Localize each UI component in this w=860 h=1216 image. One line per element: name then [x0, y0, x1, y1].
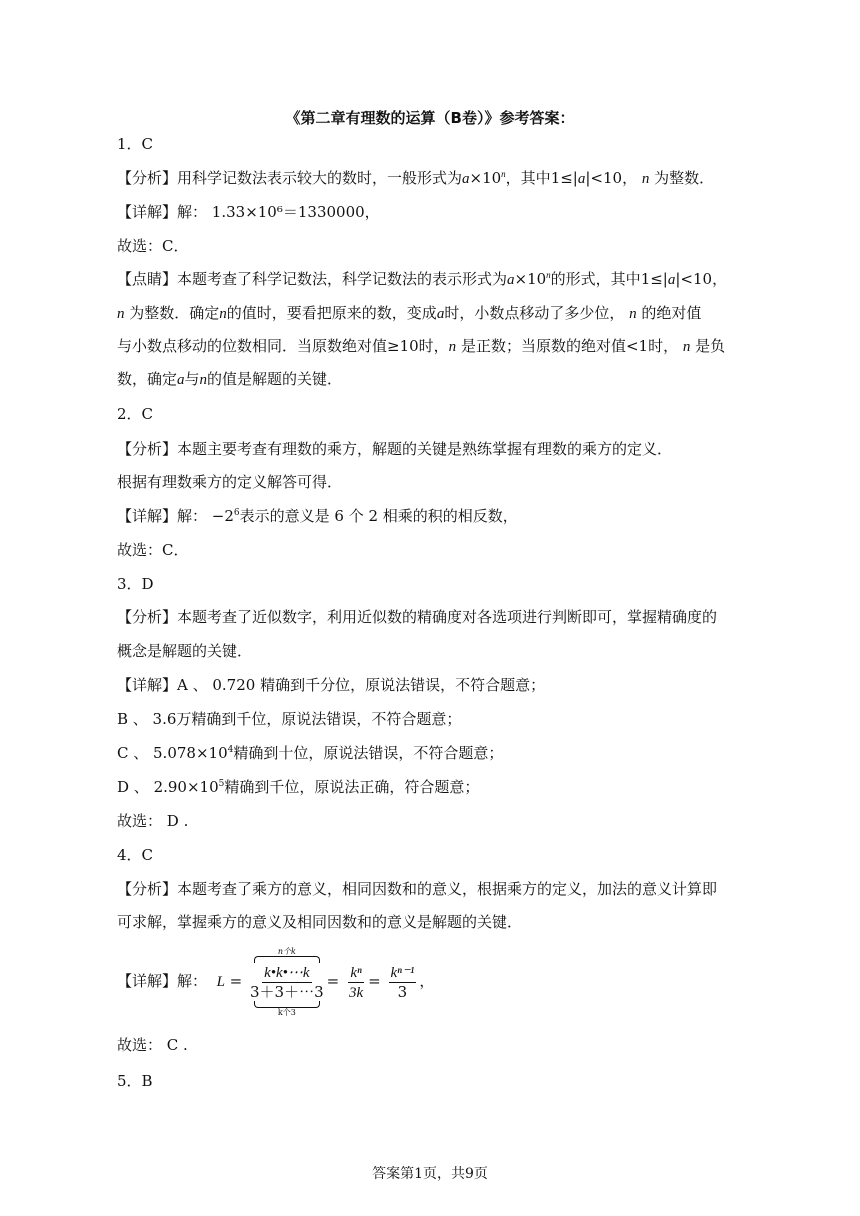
q4-number: 4．C [117, 846, 154, 864]
q3-detail-b: B 、 3.6万精确到千位，原说法错误，不符合题意； [117, 710, 462, 728]
fraction-3: $\frac{\text{kⁿ⁻¹}}{3}$ [390, 965, 415, 1001]
q1-comment-3: 与小数点移动的位数相同．当原数绝对值≥10时，n 是正数；当原数的绝对值<1时， n 是负 [117, 337, 726, 355]
q4-detail-formula: 【详解】解： L = n个k k•k•⋯k 3＋3＋⋯3 k个3 = $\frac{\text{kⁿ}}{3k}$ = $\frac{\text{kⁿ⁻¹}}{3}$ ， [117, 947, 435, 1017]
q3-number: 3．D [117, 575, 154, 593]
fraction-2: $\frac{\text{kⁿ}}{3k}$ [349, 964, 364, 1001]
q1-comment-4: 数，确定a与n的值是解题的关键． [117, 370, 343, 388]
page-title: 《第二章有理数的运算（B卷）》参考答案： [285, 109, 575, 127]
brace-fraction: n个k k•k•⋯k 3＋3＋⋯3 k个3 [250, 947, 324, 1017]
q3-detail-d: D 、 $2.90\times 10^5$精确到千位，原说法正确，符合题意； [117, 778, 480, 796]
q4-analysis-1: 【分析】本题考查了乘方的意义，相同因数和的意义，根据乘方的定义，加法的意义计算即 [117, 880, 718, 898]
q3-detail-c: C 、 $5.078\times 10^4$精确到十位，原说法错误，不符合题意； [117, 744, 504, 762]
q3-detail-a: 【详解】A 、 0.720 精确到千分位，原说法错误，不符合题意； [117, 676, 546, 694]
q1-comment-1: 【点睛】本题考查了科学记数法，科学记数法的表示形式为$a\times 10^n$的形式，其中1≤|a|<10， [117, 270, 728, 288]
q1-number: 1．C [117, 135, 154, 153]
q2-analysis: 【分析】本题主要考查有理数的乘方，解题的关键是熟练掌握有理数的乘方的定义． [117, 440, 673, 458]
q2-analysis-2: 根据有理数乘方的定义解答可得． [117, 473, 343, 491]
q4-answer: 故选： C . [117, 1036, 188, 1054]
q1-comment-2: n 为整数．确定n的值时，要看把原来的数，变成a时，小数点移动了多少位， n 的绝对值 [117, 304, 702, 322]
q3-analysis-2: 概念是解题的关键． [117, 642, 253, 660]
q4-analysis-2: 可求解，掌握乘方的意义及相同因数和的意义是解题的关键． [117, 913, 523, 931]
q3-analysis-1: 【分析】本题考查了近似数字，利用近似数的精确度对各选项进行判断即可，掌握精确度的 [117, 608, 718, 626]
q2-detail: 【详解】解： $-2^6$表示的意义是 6 个 2 相乘的积的相反数， [117, 507, 518, 525]
q2-answer: 故选：C． [117, 541, 189, 559]
q3-answer: 故选： D . [117, 812, 189, 830]
q5-number: 5．B [117, 1072, 153, 1090]
q1-detail: 【详解】解： 1.33×10⁶＝1330000， [117, 203, 380, 221]
q1-analysis: 【分析】用科学记数法表示较大的数时，一般形式为$a\times 10^n$，其中1≤|a|<10， n 为整数． [117, 169, 715, 187]
q1-answer: 故选：C． [117, 237, 189, 255]
page-footer: 答案第1页，共9页 [372, 1166, 488, 1182]
q2-number: 2．C [117, 405, 154, 423]
